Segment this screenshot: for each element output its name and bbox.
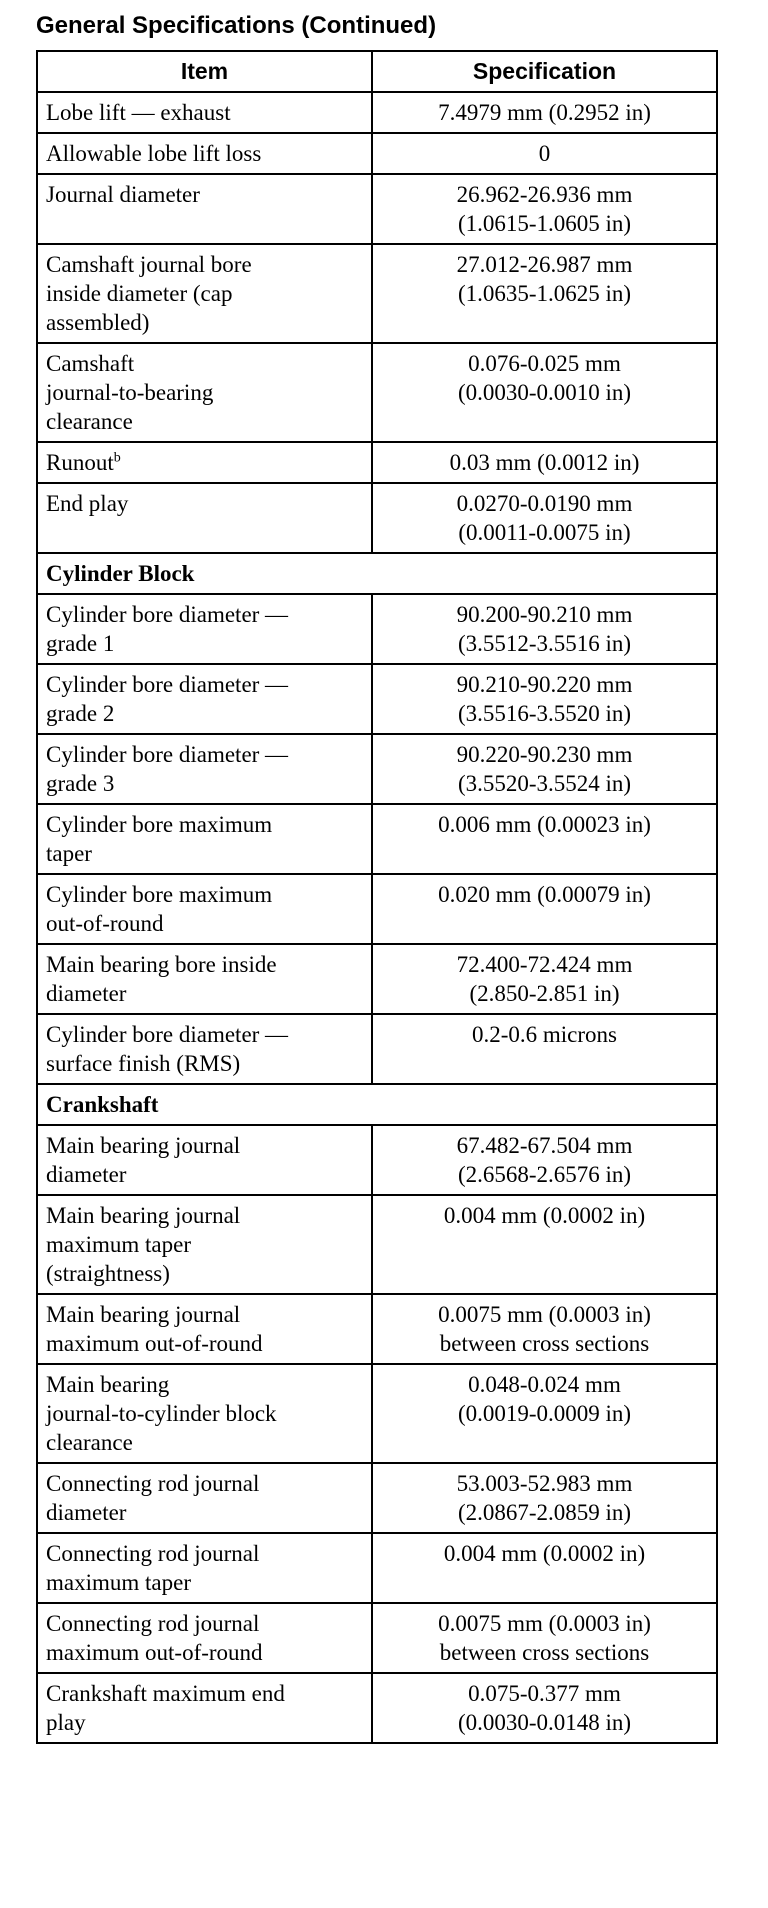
specification-text: 0.075-0.377 mm (468, 1681, 621, 1706)
item-text-line: Main bearing bore inside (46, 952, 277, 977)
item-text (46, 600, 363, 629)
specification-text: 53.003-52.983 mm (456, 1471, 633, 1496)
specification-text: 0.048-0.024 mm (468, 1372, 621, 1397)
item-text-line: (straightness) (46, 1261, 170, 1286)
table-row (37, 1364, 717, 1463)
table-row (37, 804, 717, 874)
item-cell (37, 944, 372, 1014)
item-text (46, 839, 363, 868)
specification-text: (0.0030-0.0010 in) (457, 380, 632, 405)
item-text-line: grade 2 (46, 701, 115, 726)
item-text-line: out-of-round (46, 911, 164, 936)
item-cell (37, 1294, 372, 1364)
item-text (46, 407, 363, 436)
item-text (46, 1020, 363, 1049)
item-text (46, 1539, 363, 1568)
specification-cell (372, 804, 717, 874)
item-text-line: Main bearing journal (46, 1302, 241, 1327)
item-text (46, 139, 363, 168)
specification-text: 0.004 mm (0.0002 in) (443, 1203, 646, 1228)
item-text-line: Lobe lift — exhaust (46, 100, 231, 125)
item-text (46, 950, 363, 979)
specification-cell (372, 664, 717, 734)
specification-text: (2.0867-2.0859 in) (457, 1500, 632, 1525)
table-row (37, 1603, 717, 1673)
item-text (46, 1568, 363, 1597)
item-text-line: Main bearing journal (46, 1133, 241, 1158)
column-header-item: Item (37, 51, 372, 92)
table-row (37, 874, 717, 944)
specification-text: (3.5516-3.5520 in) (457, 701, 632, 726)
table-row (37, 483, 717, 553)
specification-cell (372, 1125, 717, 1195)
item-text-line: journal-to-cylinder block (46, 1401, 277, 1426)
item-text (46, 810, 363, 839)
specification-text: (0.0011-0.0075 in) (458, 520, 631, 545)
item-cell (37, 442, 372, 483)
table-row (37, 1195, 717, 1294)
specification-text: 90.210-90.220 mm (456, 672, 633, 697)
specification-cell (372, 92, 717, 133)
item-text-line: surface finish (RMS) (46, 1051, 241, 1076)
item-text (46, 1201, 363, 1230)
item-text-line: maximum out-of-round (46, 1640, 263, 1665)
item-text-line: play (46, 1710, 86, 1735)
item-cell (37, 244, 372, 343)
item-text-line: diameter (46, 1500, 127, 1525)
specification-text: (3.5512-3.5516 in) (457, 631, 632, 656)
item-text (46, 279, 363, 308)
specification-cell (372, 944, 717, 1014)
item-text-line: Cylinder bore diameter — (46, 742, 289, 767)
item-text (46, 699, 363, 728)
item-text-line: Camshaft (46, 351, 135, 376)
table-row (37, 594, 717, 664)
item-cell (37, 92, 372, 133)
spec-page (36, 10, 716, 1744)
specification-cell (372, 594, 717, 664)
item-cell (37, 594, 372, 664)
table-header-row (37, 51, 717, 92)
table-row (37, 174, 717, 244)
table-row (37, 442, 717, 483)
item-text (46, 769, 363, 798)
item-cell (37, 1014, 372, 1084)
specification-cell (372, 442, 717, 483)
specification-text: 90.220-90.230 mm (456, 742, 633, 767)
item-text (46, 740, 363, 769)
item-text-line: Main bearing journal (46, 1203, 241, 1228)
column-header-specification: Specification (372, 51, 717, 92)
item-text (46, 1679, 363, 1708)
specification-text: (0.0030-0.0148 in) (457, 1710, 632, 1735)
item-cell (37, 1603, 372, 1673)
specification-text: (1.0635-1.0625 in) (457, 281, 632, 306)
specification-text: between cross sections (439, 1331, 650, 1356)
item-text (46, 629, 363, 658)
item-text-line: Cylinder bore maximum (46, 812, 273, 837)
item-text-line: Camshaft journal bore (46, 252, 252, 277)
specification-text: (0.0019-0.0009 in) (457, 1401, 632, 1426)
item-text-line: Runout (46, 450, 114, 475)
item-cell (37, 1673, 372, 1743)
item-text (46, 349, 363, 378)
item-text-line: diameter (46, 981, 127, 1006)
item-cell (37, 343, 372, 442)
item-text (46, 979, 363, 1008)
specification-cell (372, 874, 717, 944)
specification-text: 0.004 mm (0.0002 in) (443, 1541, 646, 1566)
item-text-line: Cylinder bore diameter — (46, 1022, 289, 1047)
table-body (37, 92, 717, 1743)
item-text-line: grade 3 (46, 771, 115, 796)
item-text (46, 448, 363, 477)
specifications-table (36, 50, 718, 1744)
specification-cell (372, 1294, 717, 1364)
item-text-line: Cylinder bore maximum (46, 882, 273, 907)
item-text-line: assembled) (46, 310, 150, 335)
specification-text: 7.4979 mm (0.2952 in) (438, 100, 651, 125)
specification-text: 0.0075 mm (0.0003 in) (438, 1302, 651, 1327)
item-text (46, 250, 363, 279)
specification-cell (372, 1014, 717, 1084)
item-text-line: Main bearing (46, 1372, 170, 1397)
specification-cell (372, 244, 717, 343)
specification-text: 0.006 mm (0.00023 in) (438, 812, 651, 837)
page-title: General Specifications (Continued) (36, 12, 437, 39)
table-row (37, 1463, 717, 1533)
item-text-line: Journal diameter (46, 182, 200, 207)
specification-cell (372, 133, 717, 174)
item-text (46, 1399, 363, 1428)
specification-text: between cross sections (439, 1640, 650, 1665)
specification-cell (372, 1195, 717, 1294)
specification-text: 0 (538, 141, 551, 166)
section-row (37, 553, 717, 594)
item-text-line: Crankshaft maximum end (46, 1681, 285, 1706)
item-cell (37, 483, 372, 553)
item-cell (37, 804, 372, 874)
specification-text: (2.850-2.851 in) (469, 981, 620, 1006)
item-text (46, 1370, 363, 1399)
item-text (46, 1638, 363, 1667)
specification-cell (372, 1533, 717, 1603)
specification-cell (372, 1463, 717, 1533)
item-text (46, 1049, 363, 1078)
section-row (37, 1084, 717, 1125)
item-text (46, 98, 363, 127)
item-cell (37, 734, 372, 804)
item-cell (37, 1195, 372, 1294)
item-text (46, 489, 363, 518)
footnote-marker: b (113, 450, 121, 466)
item-text (46, 1131, 363, 1160)
item-text-line: End play (46, 491, 129, 516)
item-cell (37, 874, 372, 944)
item-text-line: diameter (46, 1162, 127, 1187)
specification-text: 27.012-26.987 mm (456, 252, 633, 277)
specification-cell (372, 1603, 717, 1673)
item-text-line: Connecting rod journal (46, 1541, 260, 1566)
item-text (46, 1230, 363, 1259)
item-text (46, 1160, 363, 1189)
table-row (37, 1533, 717, 1603)
table-row (37, 92, 717, 133)
item-text-line: Cylinder bore diameter — (46, 602, 289, 627)
specification-text: 0.03 mm (0.0012 in) (449, 450, 640, 475)
specification-cell (372, 1673, 717, 1743)
table-row (37, 664, 717, 734)
specification-text: 26.962-26.936 mm (456, 182, 633, 207)
specification-text: 0.020 mm (0.00079 in) (438, 882, 651, 907)
item-text-line: maximum taper (46, 1570, 191, 1595)
item-text (46, 1428, 363, 1457)
table-row (37, 1673, 717, 1743)
item-cell (37, 664, 372, 734)
item-text (46, 880, 363, 909)
item-text (46, 670, 363, 699)
item-text-line: inside diameter (cap (46, 281, 233, 306)
specification-text: 0.076-0.025 mm (468, 351, 621, 376)
item-text-line: grade 1 (46, 631, 115, 656)
item-text (46, 308, 363, 337)
item-text (46, 180, 363, 209)
table-row (37, 343, 717, 442)
item-text-line: Connecting rod journal (46, 1471, 260, 1496)
specification-cell (372, 1364, 717, 1463)
specification-text: 67.482-67.504 mm (456, 1133, 633, 1158)
table-row (37, 133, 717, 174)
item-text-line: Allowable lobe lift loss (46, 141, 262, 166)
item-text (46, 1609, 363, 1638)
table-row (37, 944, 717, 1014)
specification-text: (1.0615-1.0605 in) (457, 211, 632, 236)
item-text (46, 1259, 363, 1288)
item-text (46, 1469, 363, 1498)
item-cell (37, 174, 372, 244)
item-text-line: taper (46, 841, 92, 866)
table-row (37, 1294, 717, 1364)
section-heading: Crankshaft (37, 1084, 717, 1125)
table-row (37, 1014, 717, 1084)
item-text-line: Connecting rod journal (46, 1611, 260, 1636)
item-text (46, 909, 363, 938)
item-text-line: Cylinder bore diameter — (46, 672, 289, 697)
table-row (37, 244, 717, 343)
item-text (46, 1498, 363, 1527)
specification-text: (3.5520-3.5524 in) (457, 771, 632, 796)
item-text (46, 1300, 363, 1329)
item-cell (37, 1463, 372, 1533)
specification-text: 0.2-0.6 microns (471, 1022, 617, 1047)
item-text-line: clearance (46, 1430, 133, 1455)
specification-cell (372, 174, 717, 244)
item-cell (37, 1125, 372, 1195)
section-heading: Cylinder Block (37, 553, 717, 594)
specification-text: 0.0270-0.0190 mm (456, 491, 633, 516)
specification-text: 90.200-90.210 mm (456, 602, 633, 627)
item-text-line: maximum out-of-round (46, 1331, 263, 1356)
specification-text: 0.0075 mm (0.0003 in) (438, 1611, 651, 1636)
item-text-line: maximum taper (46, 1232, 191, 1257)
item-text-line: clearance (46, 409, 133, 434)
item-text (46, 1708, 363, 1737)
specification-text: (2.6568-2.6576 in) (457, 1162, 632, 1187)
item-text-line: journal-to-bearing (46, 380, 214, 405)
table-row (37, 734, 717, 804)
specification-text: 72.400-72.424 mm (456, 952, 633, 977)
item-text (46, 378, 363, 407)
specification-cell (372, 734, 717, 804)
specification-cell (372, 343, 717, 442)
item-cell (37, 1364, 372, 1463)
item-text (46, 1329, 363, 1358)
table-row (37, 1125, 717, 1195)
specification-cell (372, 483, 717, 553)
item-cell (37, 1533, 372, 1603)
item-cell (37, 133, 372, 174)
